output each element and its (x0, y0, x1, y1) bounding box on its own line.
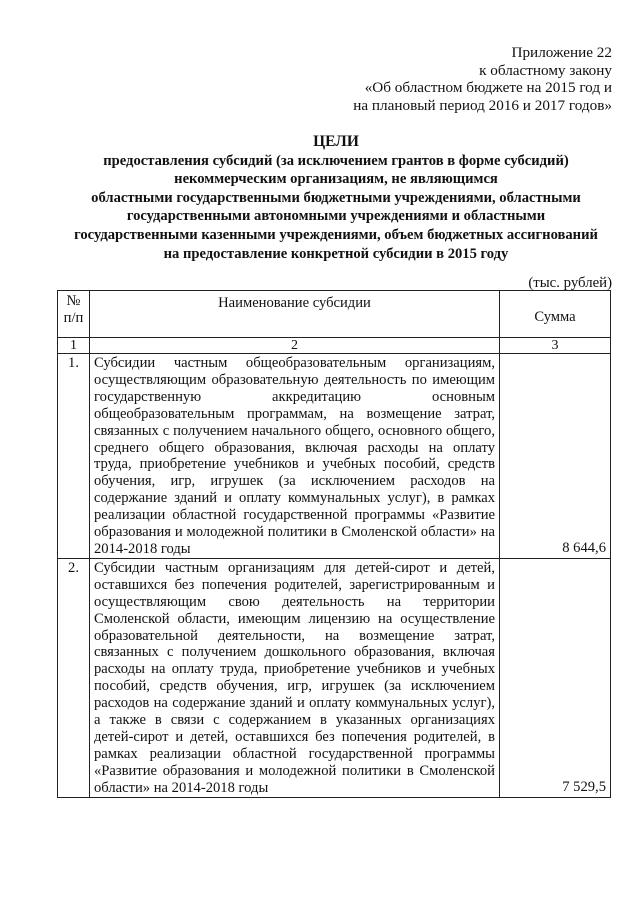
appendix-line: к областному закону (479, 61, 612, 79)
row-description: Субсидии частным организациям для детей-сирот и детей, оставшихся без попечения родителей, зарегистрированным и осуществляющим свою деятельность на территории Смоленской области, имеющим лицензию на осуществление образовательной деятельности, на возмещение затрат, связанных с получением дошкольного образования, включая расходы на оплату труда, приобретение учебников и учебных пособий, средств обучения, игр, игрушек (за исключением расходов на содержание зданий и оплату коммунальных услуг), а также в связи с содержанием в указанных организациях детей-сирот и детей, оставшихся без попечения родителей, в рамках реализации областной государственной программы «Развитие образования и молодежной политики в Смоленской области» на 2014-2018 годы (90, 558, 500, 797)
row-number: 2. (58, 558, 90, 797)
column-index: 1 (58, 338, 90, 354)
row-sum: 7 529,5 (500, 558, 611, 797)
title-line: предоставления субсидий (за исключением грантов в форме субсидий) (103, 152, 569, 169)
title-heading: ЦЕЛИ (313, 133, 359, 150)
row-number: 1. (58, 354, 90, 559)
row-sum: 8 644,6 (500, 354, 611, 559)
table-row (58, 354, 611, 559)
table-row (58, 558, 611, 797)
document-title (40, 133, 632, 263)
title-line: областными государственными бюджетными учреждениями, областными (91, 189, 581, 206)
title-line: на предоставление конкретной субсидии в 2015 году (163, 245, 509, 262)
column-index-row (58, 338, 611, 354)
column-index: 3 (500, 338, 611, 354)
appendix-line: на плановый период 2016 и 2017 годов» (353, 96, 612, 114)
header-number-line2: п/п (63, 310, 84, 326)
column-index: 2 (90, 338, 500, 354)
appendix-line: «Об областном бюджете на 2015 год и (364, 79, 612, 96)
header-number (58, 291, 90, 338)
title-line: государственными казенными учреждениями, объем бюджетных ассигнований (74, 226, 598, 243)
appendix-line: Приложение 22 (511, 44, 612, 61)
row-description: Субсидии частным общеобразовательным организациям, осуществляющим образовательную деятельность по имеющим государственную аккредитацию основным общеобразовательным программам, на возмещение затрат, связанных с получением начального общего, основного общего, среднего общего образования, включая расходы на оплату труда, приобретение учебников и учебных пособий, средств обучения, игр, игрушек (за исключением расходов на содержание зданий и оплату коммунальных услуг), в рамках реализации областной государственной программы «Развитие образования и молодежной политики в Смоленской области» на 2014-2018 годы (90, 354, 500, 559)
appendix-note (353, 44, 612, 114)
header-number-line1: № (66, 293, 81, 309)
table-header-row (58, 291, 611, 338)
subsidy-table (57, 290, 611, 798)
header-name: Наименование субсидии (90, 291, 500, 338)
units-label: (тыс. рублей) (528, 275, 612, 291)
header-sum: Сумма (500, 291, 611, 338)
title-line: некоммерческим организациям, не являющимся (174, 171, 498, 188)
title-line: государственными автономными учреждениями и областными (126, 208, 546, 225)
